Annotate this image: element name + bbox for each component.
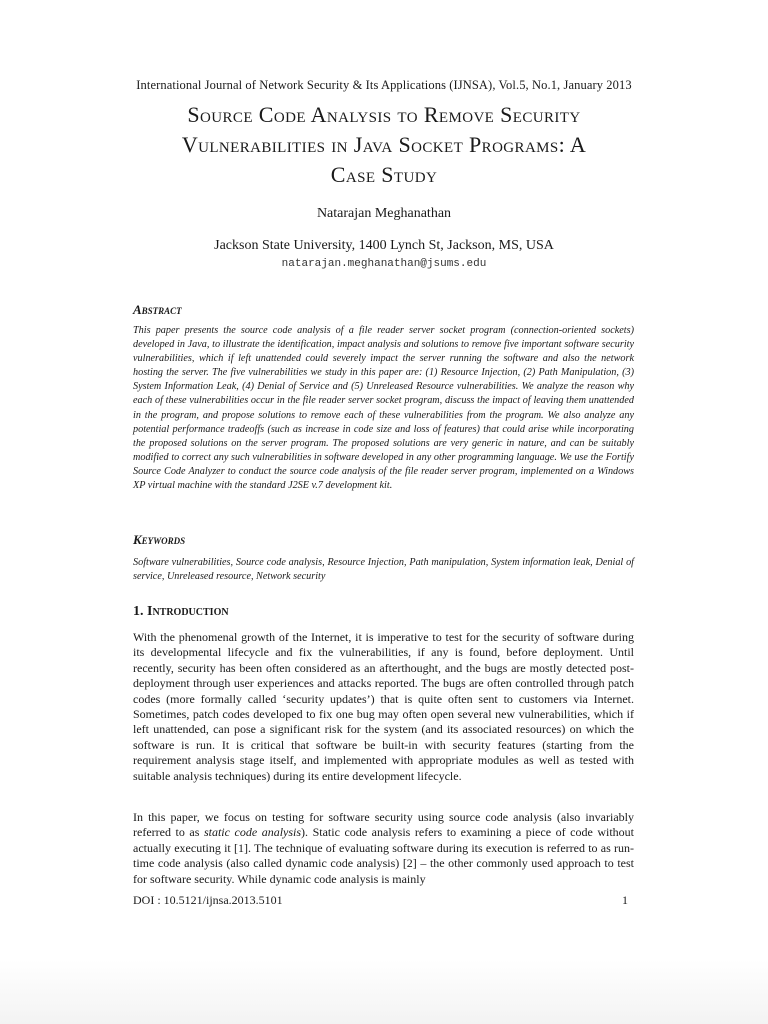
intro-paragraph-2 (133, 810, 634, 887)
author-affiliation: Jackson State University, 1400 Lynch St, Jackson, MS, USA (214, 238, 554, 253)
paper-title (100, 100, 668, 190)
page-number: 1 (622, 893, 628, 907)
section-number: 1. (133, 604, 144, 619)
keywords-heading: Keywords (133, 532, 186, 547)
title-line: Vulnerabilities in Java Socket Programs: A (181, 132, 587, 157)
intro-paragraph-1: With the phenomenal growth of the Internet, it is imperative to test for the security of software during its developmental lifecycle and fix the vulnerabilities, if any is found, before deployment. Until recently, security has been often considered as an afterthought, and the bugs are mostly detected post-deployment through user experiences and attacks reported. The bugs are often controlled through patch codes (more formally called ‘security updates’) that is quite often sent to customers via Internet. Sometimes, patch codes developed to fix one bug may often open several new vulnerabilities, which if left unattended, can pose a significant risk for the system (and its associated resources) on which the software is run. It is critical that software be built-in with security features (starting from the requirement analysis stage itself, and implemented with appropriate modules as well as tested with suitable analysis techniques) during its entire development lifecycle. (133, 630, 634, 783)
page-bottom-shadow (0, 960, 768, 1024)
title-line: Source Code Analysis to Remove Security (187, 102, 581, 127)
introduction-heading (133, 604, 229, 620)
running-head: International Journal of Network Security & Its Applications (IJNSA), Vol.5, No.1, January 2013 (136, 78, 632, 92)
title-line: Case Study (330, 162, 438, 187)
emphasized-term: static code analysis (203, 825, 302, 840)
section-title: Introduction (147, 604, 229, 619)
keywords-text: Software vulnerabilities, Source code analysis, Resource Injection, Path manipulation, System information leak, Denial of service, Unreleased resource, Network security (133, 557, 634, 583)
paragraph-text: In this paper, we focus on testing for software security using source code analysis (also invariably referred to as (133, 810, 634, 840)
paragraph-text: ). Static code analysis refers to examining a piece of code without actually executing it [1]. The technique of evaluating software during its execution is referred to as run-time code analysis (also called dynamic code analysis) [2] – the other commonly used approach to test for software security. While dynamic code analysis is mainly (133, 825, 635, 886)
author-email: natarajan.meghanathan@jsums.edu (281, 258, 487, 270)
author-name: Natarajan Meghanathan (316, 206, 452, 221)
footer-doi: DOI : 10.5121/ijnsa.2013.5101 (133, 893, 283, 907)
abstract-text: This paper presents the source code analysis of a file reader server socket program (connection-oriented sockets) developed in Java, to illustrate the identification, impact analysis and solutions to remove five important software security vulnerabilities, which if left unattended could severely impact the server running the software and also the network hosting the server. The five vulnerabilities we study in this paper are: (1) Resource Injection, (2) Path Manipulation, (3) System Information Leak, (4) Denial of Service and (5) Unreleased Resource vulnerabilities. We analyze the reason why each of these vulnerabilities occur in the file reader server socket program, discuss the impact of leaving them unattended in the program, and propose solutions to remove each of these vulnerabilities from the program. We also analyze any potential performance tradeoffs (such as increase in code size and loss of features) that could arise while incorporating the proposed solutions on the server program. The proposed solutions are very generic in nature, and can be suitably modified to correct any such vulnerabilities in software developed in any other programming language. We use the Fortify Source Code Analyzer to conduct the source code analysis of the file reader server program, implemented on a Windows XP virtual machine with the standard J2SE v.7 development kit. (133, 325, 634, 492)
abstract-heading: Abstract (133, 302, 182, 317)
